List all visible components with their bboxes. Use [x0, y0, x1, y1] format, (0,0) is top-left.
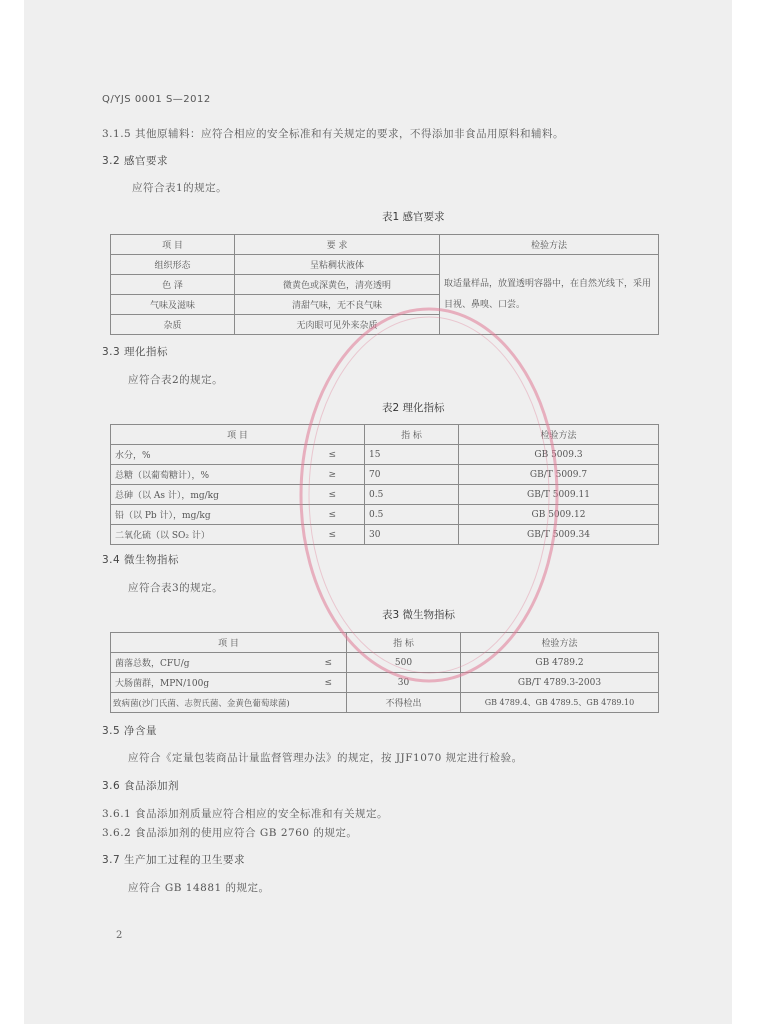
- table-cell: GB/T 5009.11: [459, 485, 659, 505]
- table-cell: GB/T 4789.3-2003: [461, 673, 659, 693]
- heading-3-4: 3.4 微生物指标: [102, 554, 180, 566]
- table-cell: 不得检出: [347, 693, 461, 713]
- text-3-7: 应符合 GB 14881 的规定。: [128, 882, 270, 894]
- heading-3-6: 3.6 食品添加剂: [102, 780, 180, 792]
- table-row: [111, 465, 659, 485]
- table-row: [111, 693, 659, 713]
- table-row: [111, 653, 659, 673]
- table-cell: 水分，%: [111, 445, 275, 465]
- table-row: [111, 485, 659, 505]
- table-cell: 呈粘稠状液体: [235, 255, 440, 275]
- table-header-row: [111, 633, 659, 653]
- table-cell: 菌落总数，CFU/g: [111, 653, 311, 673]
- heading-3-7: 3.7 生产加工过程的卫生要求: [102, 854, 246, 866]
- table-cell: ≤: [275, 485, 365, 505]
- clause-3-6-2: 3.6.2 食品添加剂的使用应符合 GB 2760 的规定。: [102, 827, 358, 839]
- table1-method-cell: 取适量样品，放置透明容器中，在自然光线下，采用目视、鼻嗅、口尝。: [440, 255, 659, 335]
- page-number: 2: [116, 930, 123, 941]
- text-3-3: 应符合表2的规定。: [128, 374, 224, 386]
- table-cell: ≥: [275, 465, 365, 485]
- table-cell: 500: [347, 653, 461, 673]
- table-cell: 致病菌(沙门氏菌、志贺氏菌、金黄色葡萄球菌): [111, 693, 347, 713]
- table-cell: ≤: [275, 445, 365, 465]
- table3-caption: 表3 微生物指标: [382, 609, 456, 621]
- heading-3-3: 3.3 理化指标: [102, 346, 169, 358]
- table-cell: GB 4789.2: [461, 653, 659, 673]
- clause-3-1-5: 3.1.5 其他原辅料：应符合相应的安全标准和有关规定的要求，不得添加非食品用原料和辅料。: [102, 128, 565, 140]
- table-header-row: [111, 235, 659, 255]
- table-header-cell: 指 标: [365, 425, 459, 445]
- table-cell: 总砷（以 As 计），mg/kg: [111, 485, 275, 505]
- table-cell: 组织形态: [111, 255, 235, 275]
- table-cell: 总糖（以葡萄糖计），%: [111, 465, 275, 485]
- clause-3-6-1: 3.6.1 食品添加剂质量应符合相应的安全标准和有关规定。: [102, 808, 389, 820]
- text-3-5: 应符合《定量包装商品计量监督管理办法》的规定，按 JJF1070 规定进行检验。: [128, 752, 523, 764]
- table-row: [111, 505, 659, 525]
- table-header-cell: 检验方法: [459, 425, 659, 445]
- table-header-cell: 检验方法: [440, 235, 659, 255]
- table-cell: 30: [347, 673, 461, 693]
- table-cell: 铅（以 Pb 计），mg/kg: [111, 505, 275, 525]
- table-row: [111, 673, 659, 693]
- table-row: [111, 525, 659, 545]
- table-cell: 色 泽: [111, 275, 235, 295]
- table-cell: 微黄色或深黄色，清亮透明: [235, 275, 440, 295]
- table-cell: 二氧化硫（以 SO₂ 计）: [111, 525, 275, 545]
- table-row: [111, 255, 659, 275]
- table-cell: 0.5: [365, 485, 459, 505]
- table-row: [111, 445, 659, 465]
- table-cell: 无肉眼可见外来杂质: [235, 315, 440, 335]
- table-cell: ≤: [311, 673, 347, 693]
- table-header-cell: 要 求: [235, 235, 440, 255]
- table-cell: 0.5: [365, 505, 459, 525]
- table-cell: 大肠菌群，MPN/100g: [111, 673, 311, 693]
- table-cell: GB 4789.4、GB 4789.5、GB 4789.10: [461, 693, 659, 713]
- table-cell: 15: [365, 445, 459, 465]
- table-cell: ≤: [275, 505, 365, 525]
- table-cell: 70: [365, 465, 459, 485]
- heading-3-2: 3.2 感官要求: [102, 155, 169, 167]
- table-cell: ≤: [311, 653, 347, 673]
- table-cell: GB/T 5009.34: [459, 525, 659, 545]
- table-header-cell: 项 目: [111, 425, 365, 445]
- doc-standard-code: Q/YJS 0001 S—2012: [102, 94, 211, 105]
- table-header-cell: 项 目: [111, 235, 235, 255]
- heading-3-5: 3.5 净含量: [102, 725, 158, 737]
- table-header-cell: 项 目: [111, 633, 347, 653]
- table-header-row: [111, 425, 659, 445]
- table1-caption: 表1 感官要求: [382, 211, 445, 223]
- table1-sensory: [110, 234, 659, 335]
- table2-caption: 表2 理化指标: [382, 402, 445, 414]
- table-header-cell: 检验方法: [461, 633, 659, 653]
- table2-physicochemical: [110, 424, 659, 545]
- table-cell: GB 5009.12: [459, 505, 659, 525]
- table-cell: 清甜气味，无不良气味: [235, 295, 440, 315]
- table3-microbiological: [110, 632, 659, 713]
- table-cell: GB 5009.3: [459, 445, 659, 465]
- text-3-2: 应符合表1的规定。: [132, 182, 228, 194]
- table-cell: 30: [365, 525, 459, 545]
- table-cell: 气味及滋味: [111, 295, 235, 315]
- table-cell: ≤: [275, 525, 365, 545]
- table-cell: GB/T 5009.7: [459, 465, 659, 485]
- text-3-4: 应符合表3的规定。: [128, 582, 224, 594]
- table-cell: 杂质: [111, 315, 235, 335]
- table-header-cell: 指 标: [347, 633, 461, 653]
